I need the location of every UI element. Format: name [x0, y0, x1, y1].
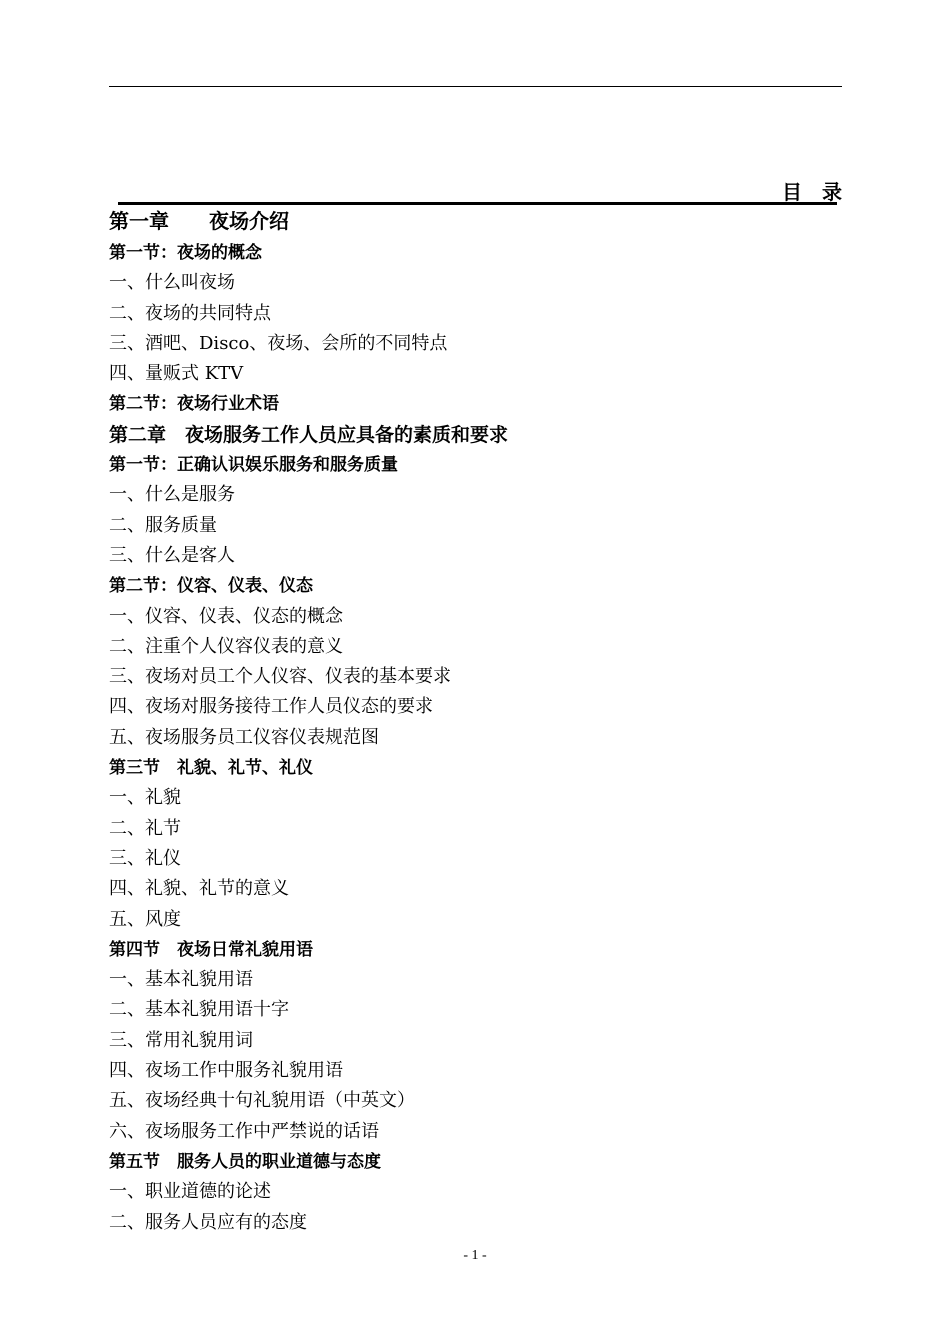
toc-item-entry: 三、礼仪: [109, 847, 181, 869]
toc-item-entry: 五、夜场经典十句礼貌用语（中英文）: [109, 1090, 415, 1112]
toc-section-entry: 第二节：仪容、仪表、仪态: [109, 576, 313, 597]
table-of-contents: [109, 204, 842, 1238]
toc-item-entry: 二、注重个人仪容仪表的意义: [109, 635, 343, 657]
toc-item-entry: 四、夜场工作中服务礼貌用语: [109, 1060, 343, 1082]
page-number: - 1 -: [463, 1248, 487, 1263]
toc-item-entry: 一、仪容、仪表、仪态的概念: [109, 605, 343, 627]
toc-item-entry: 四、夜场对服务接待工作人员仪态的要求: [109, 696, 433, 718]
toc-chapter-entry: 第一章 夜场介绍: [109, 209, 289, 233]
toc-item-entry: 二、服务人员应有的态度: [109, 1211, 307, 1233]
toc-section-entry: 第一节：夜场的概念: [109, 243, 262, 263]
toc-section-entry: 第一节：正确认识娱乐服务和服务质量: [109, 455, 398, 476]
toc-item-entry: 三、夜场对员工个人仪容、仪表的基本要求: [109, 666, 451, 688]
toc-item-entry: 三、酒吧、Disco、夜场、会所的不同特点: [109, 332, 448, 354]
toc-item-entry: 三、常用礼貌用词: [109, 1029, 253, 1051]
toc-item-entry: 一、基本礼貌用语: [109, 969, 253, 991]
toc-section-entry: 第二节：夜场行业术语: [109, 394, 279, 415]
toc-item-entry: 四、礼貌、礼节的意义: [109, 878, 289, 900]
toc-item-entry: 二、基本礼貌用语十字: [109, 999, 289, 1021]
toc-item-entry: 五、夜场服务员工仪容仪表规范图: [109, 726, 379, 748]
header-rule: [109, 86, 842, 87]
toc-title: 目 录: [782, 180, 842, 204]
toc-item-entry: 三、什么是客人: [109, 544, 235, 566]
toc-chapter2-entry: 第二章 夜场服务工作人员应具备的素质和要求: [109, 423, 509, 446]
toc-item-entry: 一、什么叫夜场: [109, 272, 235, 294]
toc-item-entry: 二、夜场的共同特点: [109, 302, 271, 324]
toc-item-entry: 一、礼貌: [109, 787, 181, 809]
toc-section-entry: 第五节 服务人员的职业道德与态度: [109, 1151, 381, 1172]
toc-item-entry: 二、服务质量: [109, 514, 217, 536]
toc-item-entry: 六、夜场服务工作中严禁说的话语: [109, 1120, 379, 1142]
toc-section-entry: 第四节 夜场日常礼貌用语: [109, 939, 313, 960]
toc-section-entry: 第三节 礼貌、礼节、礼仪: [109, 758, 313, 779]
toc-item-entry: 二、礼节: [109, 817, 181, 839]
toc-item-entry: 四、量贩式 KTV: [109, 363, 244, 385]
toc-item-entry: 五、风度: [109, 908, 181, 930]
toc-item-entry: 一、什么是服务: [109, 484, 235, 506]
toc-item-entry: 一、职业道德的论述: [109, 1181, 271, 1203]
